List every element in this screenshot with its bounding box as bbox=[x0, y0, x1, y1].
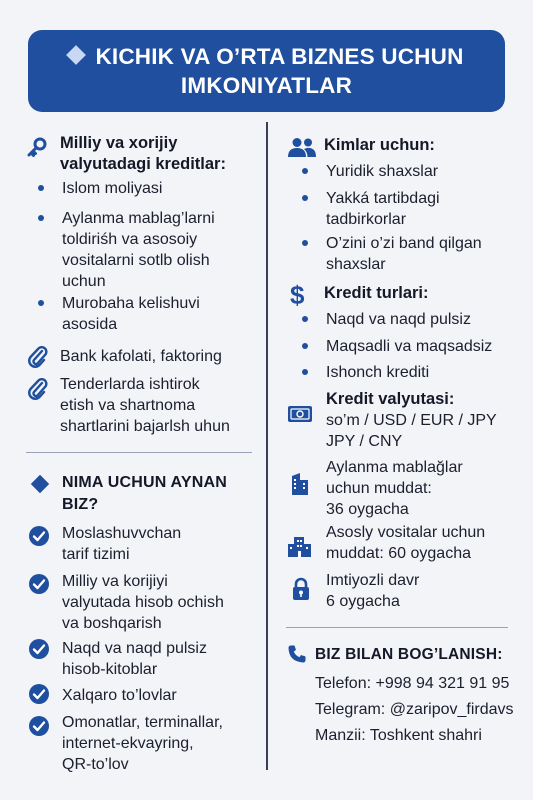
types-item-1: Naqd va naqd pulsiz bbox=[326, 311, 471, 328]
why-title-line1: NIMA UCHUN AYNAN bbox=[62, 474, 227, 491]
paperclip-icon bbox=[28, 378, 48, 400]
check-circle-icon bbox=[28, 638, 50, 660]
credit-item-3-line1: Murobaha kelishuvi bbox=[62, 295, 200, 312]
lock-icon bbox=[291, 577, 311, 601]
check-circle-icon bbox=[28, 715, 50, 737]
users-icon bbox=[287, 136, 317, 160]
currency-title: Kredit valyutasi: bbox=[326, 390, 455, 408]
bullet bbox=[302, 343, 308, 349]
working-line1: Aylanma mablağlar bbox=[326, 459, 463, 476]
why-item-2-line2: valyutada hisob ochish bbox=[62, 594, 224, 611]
who-item-2-line1: Yakká tartibdagi bbox=[326, 190, 440, 207]
working-line3: 36 oygacha bbox=[326, 501, 409, 518]
tender-line3: shartlarini bajarlsh uhun bbox=[60, 418, 230, 435]
bullet bbox=[302, 316, 308, 322]
check-circle-icon bbox=[28, 525, 50, 547]
column-divider bbox=[266, 122, 268, 770]
check-circle-icon bbox=[28, 573, 50, 595]
who-item-2-line2: tadbirkorlar bbox=[326, 211, 407, 228]
buildings-icon bbox=[287, 534, 313, 558]
contact-phone: Telefon: +998 94 321 91 95 bbox=[315, 675, 510, 692]
banknote-icon bbox=[287, 405, 313, 423]
working-line2: uchun muddat: bbox=[326, 480, 432, 497]
why-item-5-line1: Omonatlar, terminallar, bbox=[62, 714, 223, 731]
why-item-3-line2: hisob-kitoblar bbox=[62, 661, 158, 678]
bullet bbox=[38, 215, 44, 221]
credits-title-line1: Milliy va xorijiy bbox=[60, 134, 178, 152]
types-item-2: Maqsadli va maqsadsiz bbox=[326, 338, 493, 355]
diamond-icon bbox=[67, 45, 87, 65]
who-item-3-line2: shaxslar bbox=[326, 256, 386, 273]
paperclip-icon bbox=[28, 346, 48, 368]
why-item-3-line1: Naqd va naqd pulsiz bbox=[62, 640, 207, 657]
key-icon bbox=[26, 136, 48, 158]
why-item-5-line2: internet-ekvayring, bbox=[62, 735, 194, 752]
why-item-1-line2: tarif tizimi bbox=[62, 546, 130, 563]
bullet bbox=[302, 369, 308, 375]
fixed-line1: Asosly vositalar uchun bbox=[326, 524, 486, 541]
currency-line1: so’m / USD / EUR / JPY bbox=[326, 412, 497, 429]
tender-line2: etish va shartnoma bbox=[60, 397, 196, 414]
credits-title-line2: valyutadagi kreditlar: bbox=[60, 155, 226, 173]
credit-item-2-line2: toldiriśh va asosoiy bbox=[62, 231, 198, 248]
currency-line2: JPY / CNY bbox=[326, 433, 403, 450]
fixed-line2: muddat: 60 oygacha bbox=[326, 545, 471, 562]
header-title-line2: IMKONIYATLAR bbox=[180, 73, 353, 98]
who-item-3-line1: O’zini o’zi band qilgan bbox=[326, 235, 482, 252]
types-item-3: Ishonch krediti bbox=[326, 364, 430, 381]
types-title: Kredit turlari: bbox=[324, 284, 429, 302]
why-item-2-line3: va boshqarish bbox=[62, 615, 162, 632]
check-circle-icon bbox=[28, 683, 50, 705]
why-item-1-line1: Moslashuvvchan bbox=[62, 525, 182, 542]
bullet bbox=[38, 300, 44, 306]
why-item-2-line1: Milliy va korijiyi bbox=[62, 573, 168, 590]
contact-address: Manzii: Toshkent shahri bbox=[315, 727, 482, 744]
tender-line1: Tenderlarda ishtirok bbox=[60, 376, 200, 393]
why-title-line2: BIZ? bbox=[62, 496, 99, 513]
credit-item-1: Islom moliyasi bbox=[62, 180, 163, 197]
building-icon bbox=[289, 472, 311, 496]
bullet bbox=[302, 195, 308, 201]
credit-item-2-line3: vositalarni sotlb olish bbox=[62, 252, 210, 269]
credit-item-2-line1: Aylanma mablag’larni bbox=[62, 210, 215, 227]
bullet bbox=[302, 240, 308, 246]
why-item-4: Xalqaro to’lovlar bbox=[62, 687, 177, 704]
bullet bbox=[302, 168, 308, 174]
left-divider bbox=[26, 452, 252, 453]
right-divider bbox=[286, 627, 508, 628]
bullet bbox=[38, 185, 44, 191]
dollar-icon: $ bbox=[290, 280, 305, 310]
header-banner bbox=[28, 30, 505, 112]
why-item-5-line3: QR-to’lov bbox=[62, 756, 129, 773]
header-title-line1: KICHIK VA O’RTA BIZNES UCHUN bbox=[95, 44, 464, 69]
who-item-1: Yuridik shaxslar bbox=[326, 163, 439, 180]
diamond-icon bbox=[30, 474, 50, 494]
who-title: Kimlar uchun: bbox=[324, 136, 435, 154]
grace-line2: 6 oygacha bbox=[326, 593, 400, 610]
credit-item-3-line2: asosida bbox=[62, 316, 118, 333]
grace-line1: Imtiyozli davr bbox=[326, 572, 420, 589]
contact-title: BIZ BILAN BOG’LANISH: bbox=[315, 646, 503, 663]
guarantee-text: Bank kafolati, faktoring bbox=[60, 348, 222, 365]
contact-telegram: Telegram: @zaripov_firdavs bbox=[315, 701, 514, 718]
phone-icon bbox=[287, 644, 307, 664]
credit-item-2-line4: uchun bbox=[62, 273, 106, 290]
